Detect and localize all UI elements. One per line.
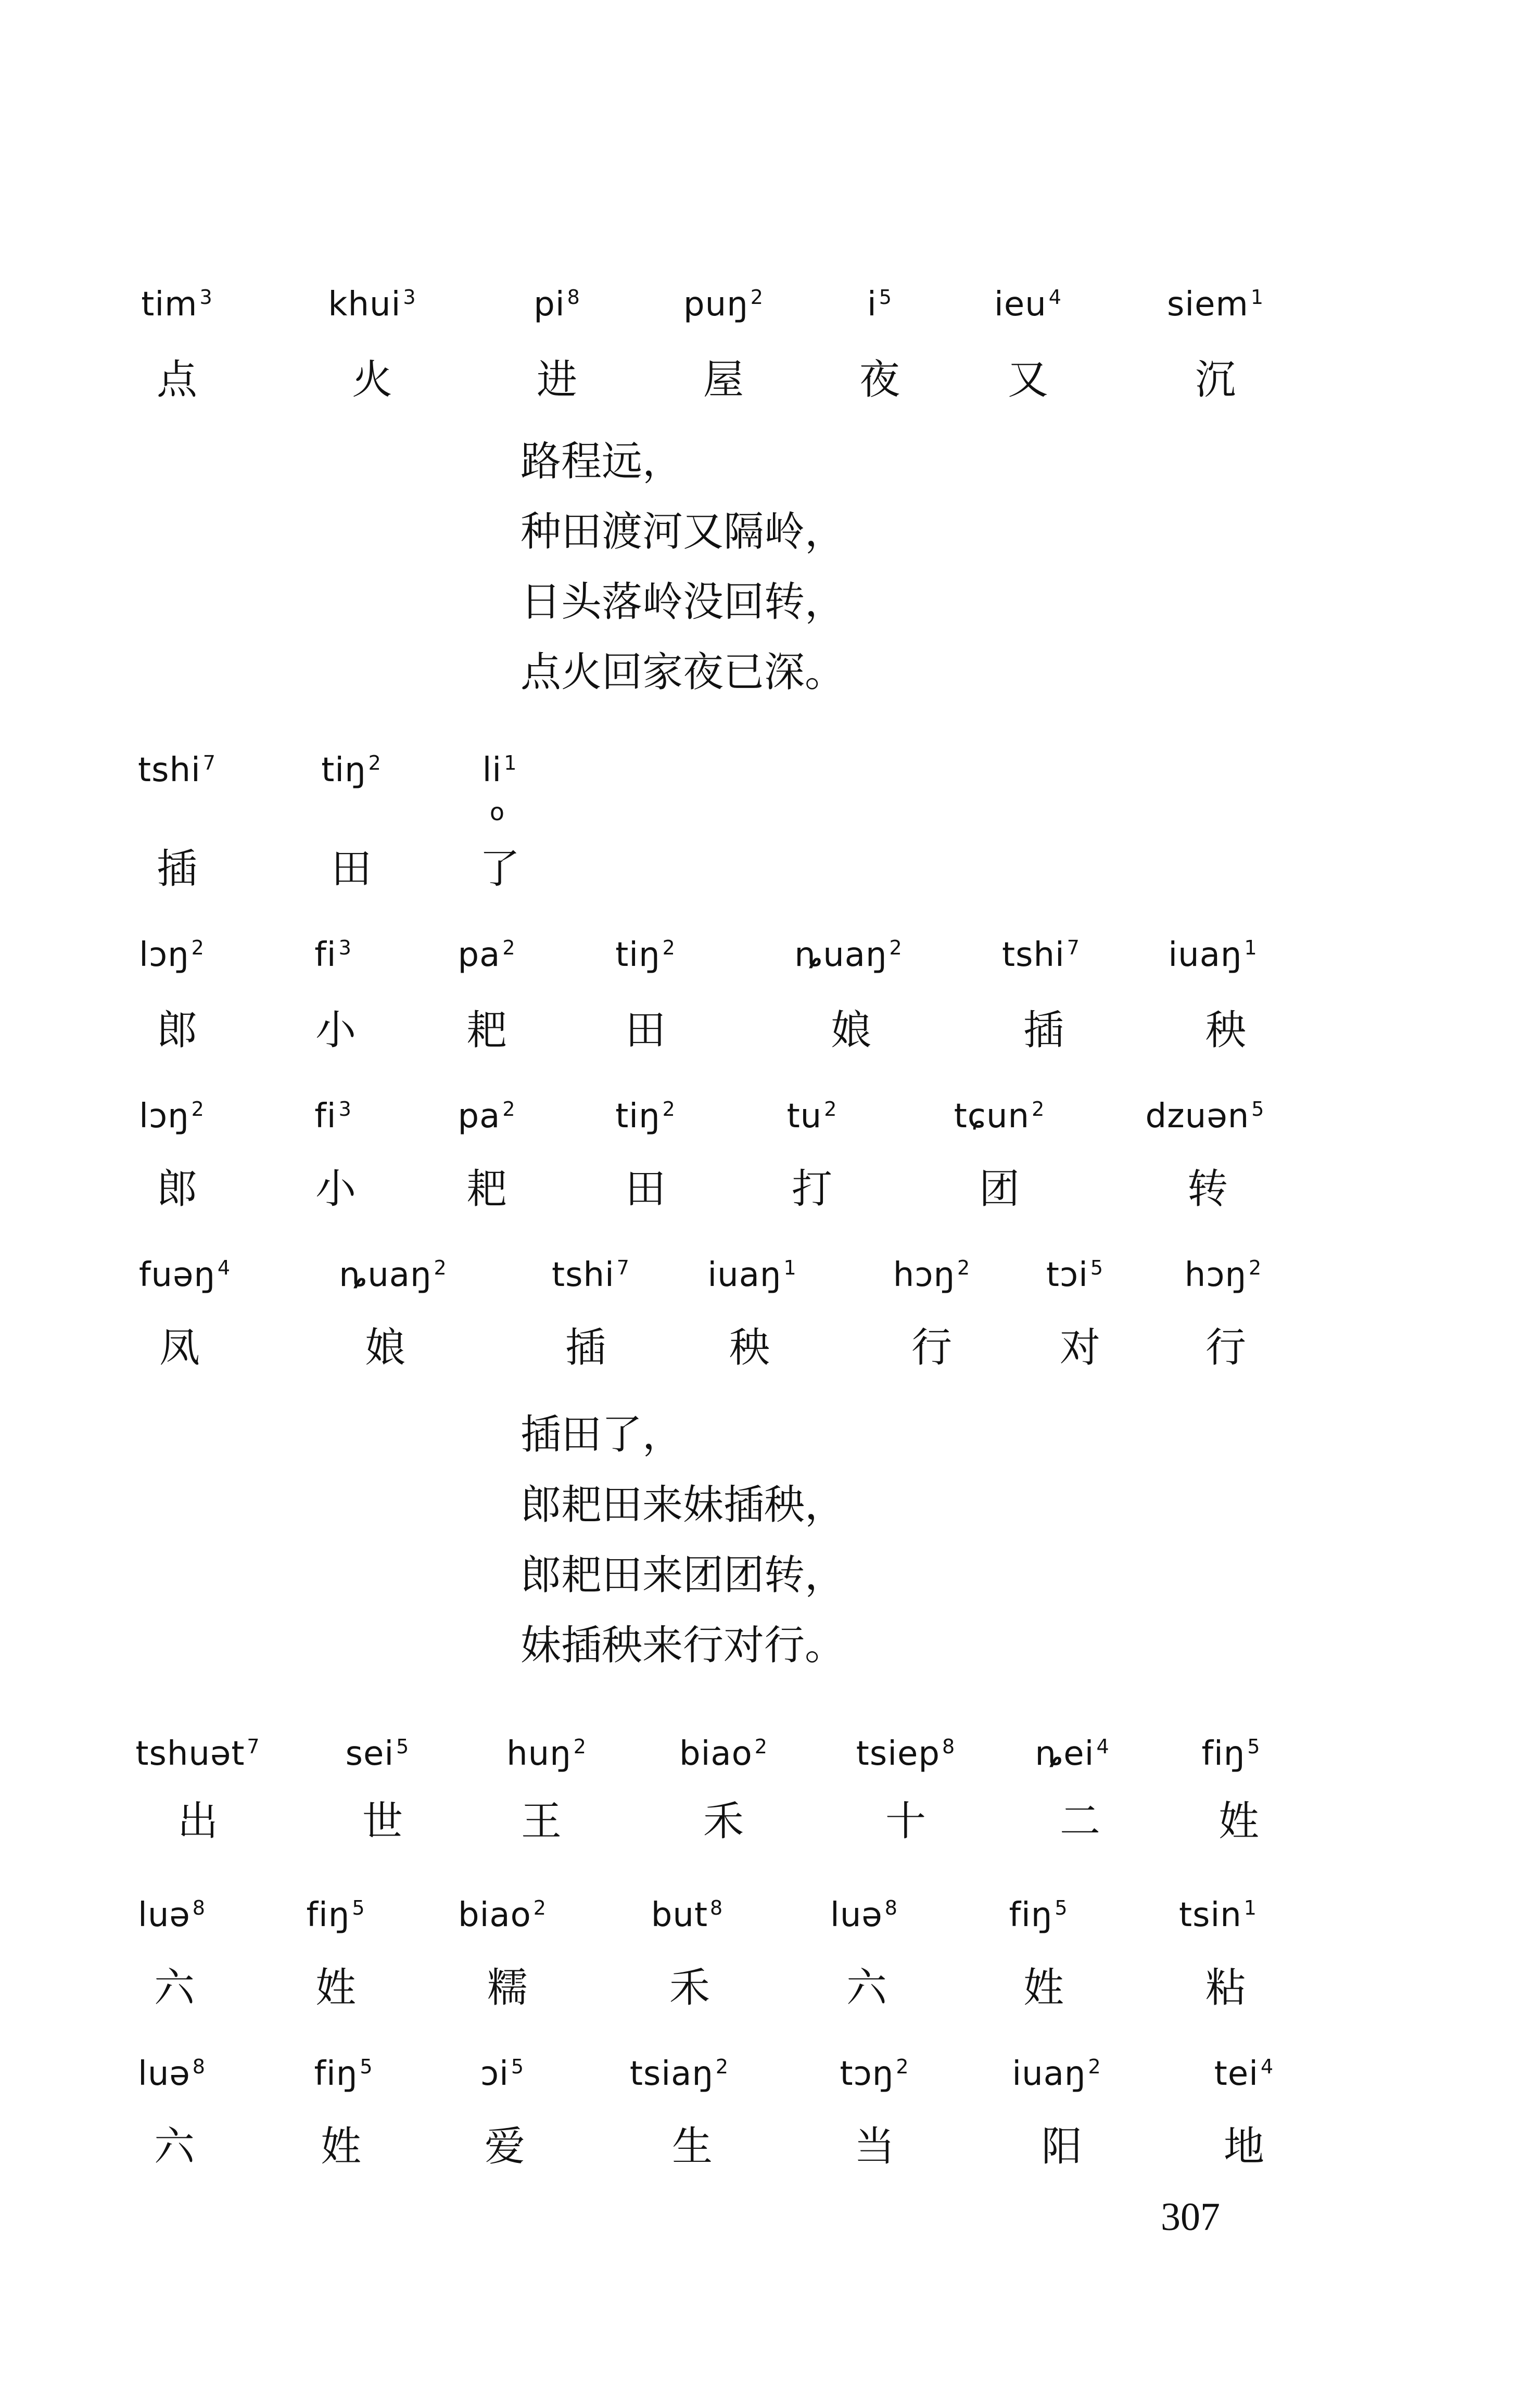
- syllable: iuaŋ $^1$: [707, 1256, 797, 1294]
- translation-block: [521, 427, 1041, 708]
- hanzi: 团: [979, 1166, 1020, 1213]
- syllable: hɔŋ $^2$: [893, 1256, 971, 1294]
- hanzi: 田: [625, 1166, 666, 1213]
- hanzi: 对: [1059, 1324, 1101, 1371]
- romanization-line: [0, 1249, 1536, 1327]
- syllable: pa $^2$: [458, 1097, 516, 1136]
- hanzi: 出: [177, 1798, 219, 1845]
- syllable: biao $^2$: [458, 1896, 547, 1934]
- hanzi-line: [0, 1161, 1536, 1239]
- hanzi: 娘: [830, 1007, 872, 1054]
- hanzi: 六: [846, 1965, 887, 2011]
- syllable: fi $^3$: [314, 1097, 352, 1136]
- hanzi: 耙: [466, 1166, 507, 1213]
- syllable: fiŋ $^5$: [1201, 1735, 1261, 1773]
- hanzi: 行: [1205, 1324, 1247, 1371]
- syllable: lɔŋ $^2$: [139, 1097, 205, 1136]
- hanzi: 当: [854, 2123, 895, 2170]
- syllable: tu $^2$: [786, 1097, 837, 1136]
- hanzi: 点: [156, 356, 198, 403]
- hanzi-line: [0, 840, 1536, 919]
- hanzi: 生: [671, 2123, 713, 2170]
- syllable: luə $^8$: [830, 1896, 898, 1934]
- syllable: tshi $^7$: [1002, 936, 1080, 974]
- hanzi: 小: [315, 1166, 357, 1213]
- emphasis-mark: o: [489, 798, 505, 826]
- syllable: tɔŋ $^2$: [840, 2055, 909, 2093]
- syllable: hɔŋ $^2$: [1184, 1256, 1262, 1294]
- syllable: luə $^8$: [138, 1896, 206, 1934]
- hanzi: 小: [315, 1007, 357, 1054]
- syllable: iuaŋ $^2$: [1012, 2055, 1101, 2093]
- hanzi: 田: [625, 1007, 666, 1054]
- syllable: but $^8$: [651, 1896, 723, 1934]
- hanzi-line: [0, 1793, 1536, 1871]
- syllable: ɔi $^5$: [480, 2055, 525, 2093]
- hanzi: 娘: [364, 1324, 406, 1371]
- syllable: siem $^1$: [1166, 285, 1264, 324]
- syllable: dzuən $^5$: [1145, 1097, 1265, 1136]
- romanization-line: [0, 278, 1536, 356]
- hanzi: 六: [154, 1965, 195, 2011]
- syllable: tɔi $^5$: [1046, 1256, 1104, 1294]
- hanzi: 夜: [859, 356, 900, 403]
- hanzi: 屋: [703, 356, 744, 403]
- translation-line: 插田了，: [521, 1411, 683, 1458]
- hanzi: 姓: [1023, 1965, 1064, 2011]
- hanzi: 了: [479, 846, 521, 893]
- translation-line: 种田渡河又隔岭，: [521, 508, 846, 555]
- syllable: fuəŋ $^4$: [138, 1256, 231, 1294]
- syllable: tshi $^7$: [138, 751, 216, 789]
- syllable: ȵuaŋ $^2$: [794, 936, 903, 974]
- romanization-line: [0, 1090, 1536, 1168]
- hanzi: 爱: [484, 2123, 526, 2170]
- hanzi: 六: [154, 2123, 195, 2170]
- translation-block: [521, 1400, 1041, 1681]
- hanzi: 秧: [1205, 1007, 1247, 1054]
- hanzi: 十: [885, 1798, 926, 1845]
- hanzi: 郎: [156, 1166, 198, 1213]
- hanzi-line: [0, 1319, 1536, 1397]
- syllable: tei $^4$: [1214, 2055, 1274, 2093]
- translation-line: 点火回家夜已深。: [521, 649, 846, 696]
- syllable: li $^1$: [482, 751, 517, 789]
- syllable: tshuət $^7$: [135, 1735, 260, 1773]
- syllable: tim $^3$: [141, 285, 213, 324]
- hanzi: 秧: [729, 1324, 770, 1371]
- translation-line: 日头落岭没回转，: [521, 579, 846, 626]
- syllable: fiŋ $^5$: [306, 1896, 365, 1934]
- hanzi: 地: [1223, 2123, 1265, 2170]
- page-number: 307: [1161, 2195, 1220, 2239]
- syllable: khui $^3$: [328, 285, 416, 324]
- hanzi-line: [0, 1959, 1536, 2037]
- syllable: pi $^8$: [534, 285, 580, 324]
- syllable: tsiaŋ $^2$: [629, 2055, 729, 2093]
- syllable: lɔŋ $^2$: [139, 936, 205, 974]
- romanization-line: [0, 929, 1536, 1007]
- translation-line: 妹插秧来行对行。: [521, 1622, 846, 1669]
- romanization-line: [0, 2048, 1536, 2126]
- syllable: pa $^2$: [458, 936, 516, 974]
- hanzi: 二: [1059, 1798, 1101, 1845]
- romanization-line: [0, 744, 1536, 822]
- hanzi: 沉: [1195, 356, 1236, 403]
- hanzi: 姓: [315, 1965, 357, 2011]
- syllable: tiŋ $^2$: [615, 936, 676, 974]
- syllable: i $^5$: [867, 285, 892, 324]
- hanzi: 火: [351, 356, 393, 403]
- syllable: ȵuaŋ $^2$: [339, 1256, 447, 1294]
- syllable: ȵei $^4$: [1035, 1735, 1110, 1773]
- syllable: huŋ $^2$: [506, 1735, 587, 1773]
- translation-line: 郎耙田来妹插秧，: [521, 1482, 846, 1528]
- hanzi: 插: [1023, 1007, 1064, 1054]
- hanzi: 阳: [1041, 2123, 1083, 2170]
- hanzi: 又: [1007, 356, 1049, 403]
- hanzi: 郎: [156, 1007, 198, 1054]
- hanzi: 禾: [669, 1965, 710, 2011]
- hanzi: 禾: [703, 1798, 744, 1845]
- hanzi: 耙: [466, 1007, 507, 1054]
- syllable: tshi $^7$: [552, 1256, 630, 1294]
- translation-line: 郎耙田来团团转，: [521, 1552, 846, 1599]
- syllable: fiŋ $^5$: [1009, 1896, 1068, 1934]
- hanzi: 行: [911, 1324, 953, 1371]
- hanzi: 插: [156, 846, 198, 893]
- syllable: tɕun $^2$: [954, 1097, 1045, 1136]
- syllable: sei $^5$: [345, 1735, 410, 1773]
- hanzi-line: [0, 2118, 1536, 2196]
- translation-line: 路程远，: [521, 438, 683, 485]
- hanzi: 世: [362, 1798, 403, 1845]
- hanzi: 糯: [487, 1965, 528, 2011]
- romanization-line: [0, 1889, 1536, 1967]
- hanzi: 打: [791, 1166, 833, 1213]
- hanzi: 进: [536, 356, 578, 403]
- hanzi: 王: [521, 1798, 562, 1845]
- syllable: tsin $^1$: [1179, 1896, 1257, 1934]
- syllable: tiŋ $^2$: [615, 1097, 676, 1136]
- syllable: ieu $^4$: [994, 285, 1062, 324]
- hanzi-line: [0, 1002, 1536, 1080]
- syllable: luə $^8$: [138, 2055, 206, 2093]
- hanzi: 插: [565, 1324, 606, 1371]
- syllable: puŋ $^2$: [683, 285, 764, 324]
- hanzi: 田: [331, 846, 372, 893]
- hanzi: 姓: [320, 2123, 362, 2170]
- syllable: tsiep $^8$: [856, 1735, 956, 1773]
- syllable: fi $^3$: [314, 936, 352, 974]
- syllable: tiŋ $^2$: [321, 751, 382, 789]
- syllable: biao $^2$: [679, 1735, 768, 1773]
- syllable: fiŋ $^5$: [314, 2055, 373, 2093]
- syllable: iuaŋ $^1$: [1168, 936, 1258, 974]
- hanzi: 转: [1187, 1166, 1228, 1213]
- hanzi-line: [0, 351, 1536, 429]
- hanzi: 凤: [159, 1324, 200, 1371]
- hanzi: 姓: [1218, 1798, 1260, 1845]
- hanzi: 粘: [1205, 1965, 1247, 2011]
